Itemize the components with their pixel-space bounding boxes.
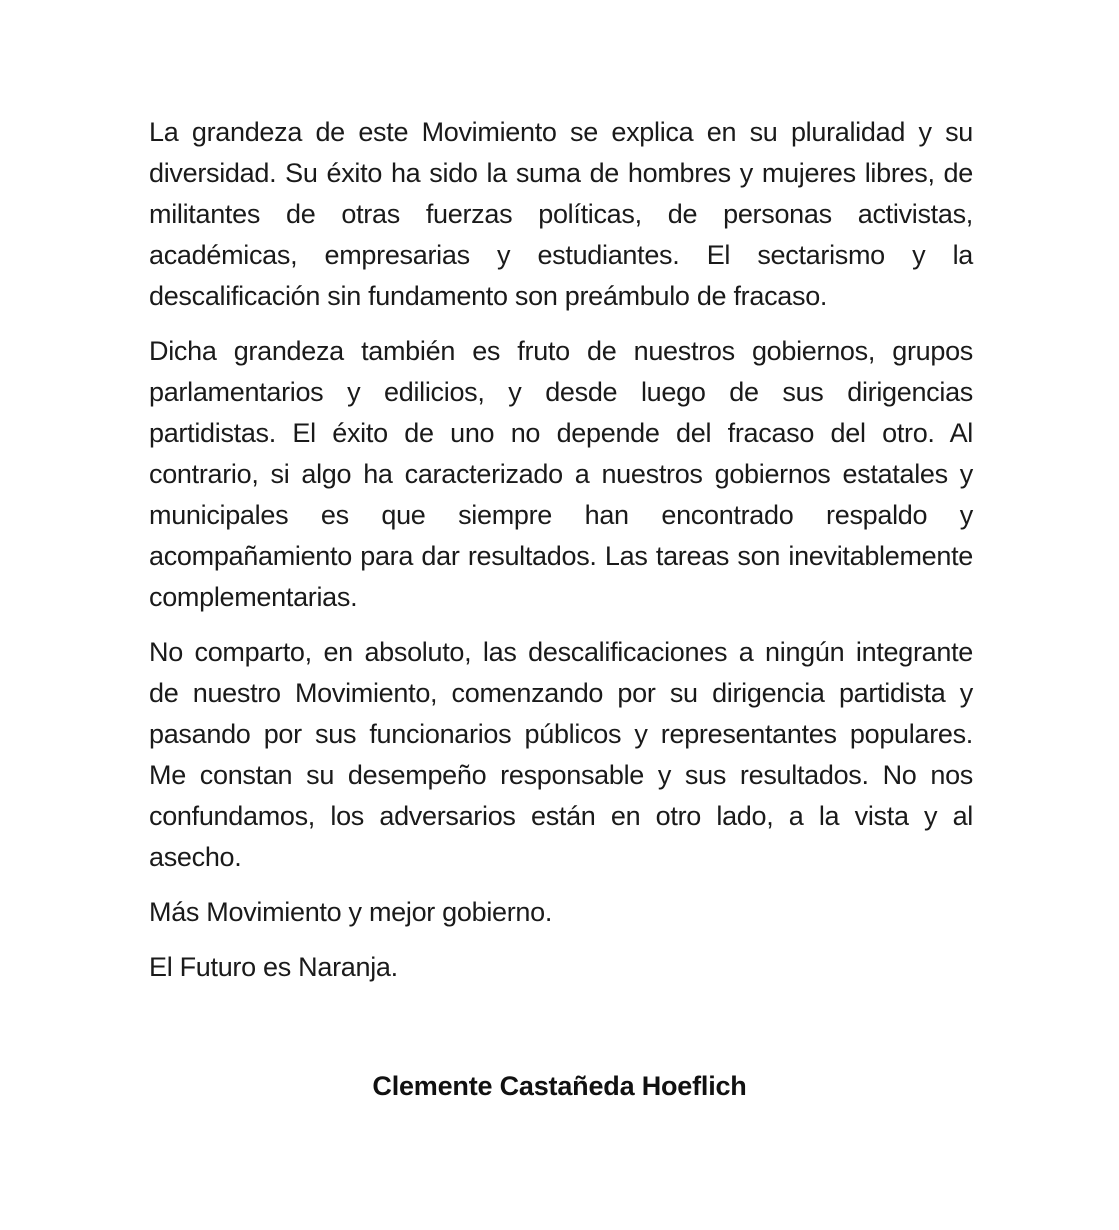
paragraph-1: La grandeza de este Movimiento se explica en su pluralidad y su diversidad. Su éxito ha sido la suma de hombres y mujeres libres, de militantes de otras fuerzas políticas, de personas activistas, académicas, empresarias y estudiantes. El sectarismo y la descalificación sin fundamento son preámbulo de fracaso. [149, 117, 973, 311]
paragraph-4: Más Movimiento y mejor gobierno. [149, 897, 553, 927]
paragraph-5: El Futuro es Naranja. [149, 952, 398, 982]
paragraph-2: Dicha grandeza también es fruto de nuestros gobiernos, grupos parlamentarios y edilicios, y desde luego de sus dirigencias partidistas. El éxito de uno no depende del fracaso del otro. Al contrario, si algo ha caracterizado a nuestros gobiernos estatales y municipales es que siempre han encontrado respaldo y acompañamiento para dar resultados. Las tareas son inevitablemente complementarias. [149, 336, 973, 612]
signature-name: Clemente Castañeda Hoeflich [372, 1071, 747, 1101]
paragraph-3: No comparto, en absoluto, las descalificaciones a ningún integrante de nuestro Movimiento, comenzando por su dirigencia partidista y pasando por sus funcionarios públicos y representantes populares. Me constan su desempeño responsable y sus resultados. No nos confundamos, los adversarios están en otro lado, a la vista y al asecho. [149, 637, 973, 872]
document-body [149, 112, 973, 1002]
